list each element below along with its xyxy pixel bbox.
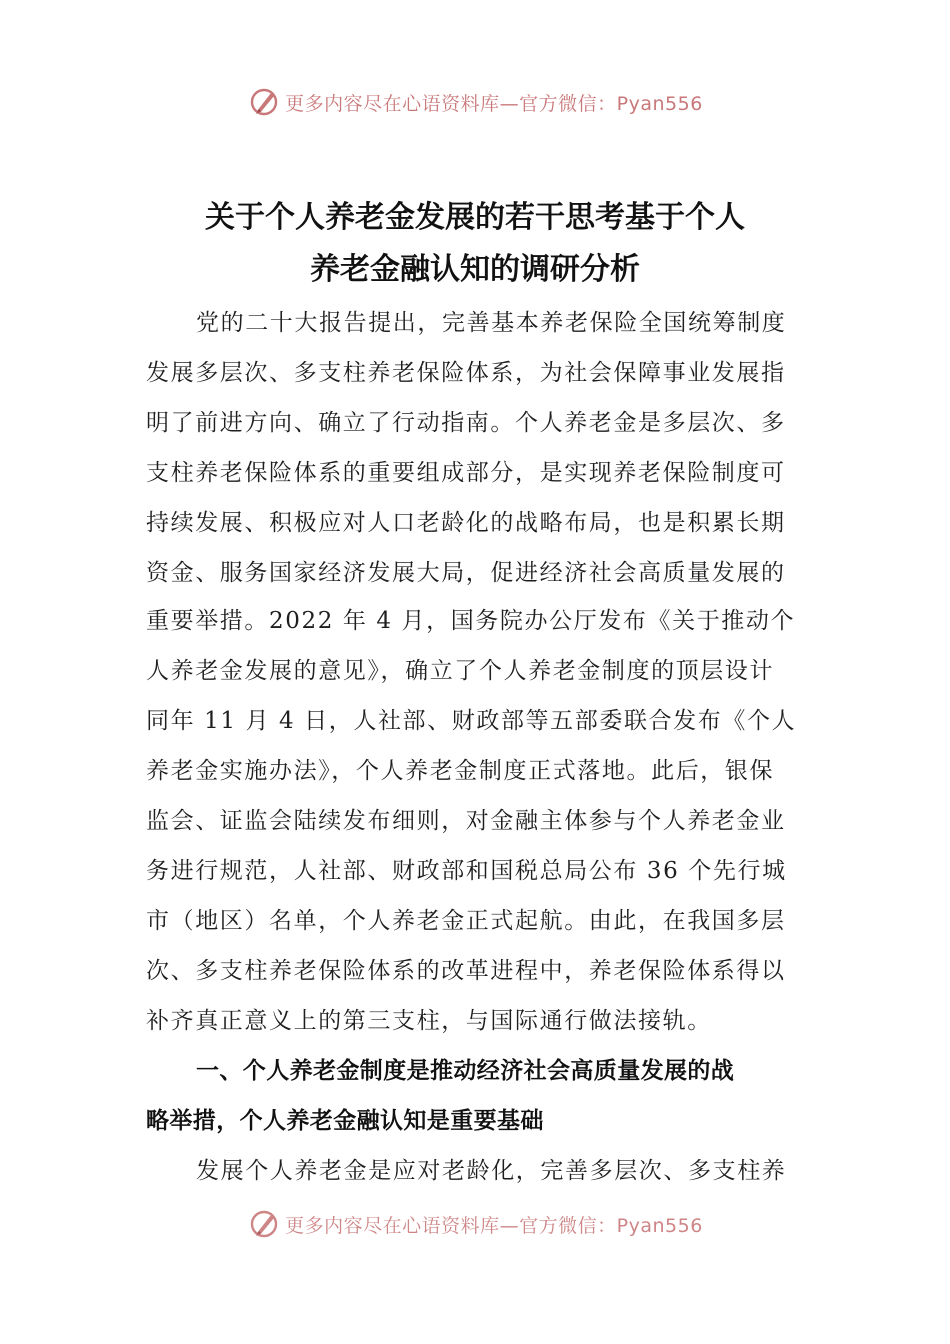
paragraph-1-line-7: 重要举措。2022 年 4 月，国务院办公厅发布《关于推动个 <box>146 608 796 634</box>
section-1-heading-line-2: 略举措，个人养老金融认知是重要基础 <box>146 1108 544 1134</box>
paragraph-1-line-11: 监会、证监会陆续发布细则，对金融主体参与个人养老金业 <box>146 808 786 834</box>
title-line-1: 关于个人养老金发展的若干思考基于个人 <box>205 200 745 235</box>
paragraph-1-line-12: 务进行规范，人社部、财政部和国税总局公布 36 个先行城 <box>146 858 787 884</box>
pen-logo-icon <box>247 1207 281 1241</box>
paragraph-1-line-2: 发展多层次、多支柱养老保险体系，为社会保障事业发展指 <box>146 360 786 386</box>
section-1-paragraph-line-1: 发展个人养老金是应对老龄化，完善多层次、多支柱养 <box>196 1158 787 1184</box>
paragraph-1-line-10: 养老金实施办法》，个人养老金制度正式落地。此后，银保 <box>146 758 775 784</box>
footer-watermark <box>0 1204 950 1244</box>
pen-logo-icon <box>247 85 281 119</box>
paragraph-1-line-9: 同年 11 月 4 日，人社部、财政部等五部委联合发布《个人 <box>146 708 797 734</box>
paragraph-1-line-13: 市（地区）名单，个人养老金正式起航。由此，在我国多层 <box>146 908 786 934</box>
watermark-text: 更多内容尽在心语资料库—官方微信：Pyan556 <box>285 1214 703 1237</box>
document-title <box>140 192 810 296</box>
paragraph-1-line-5: 持续发展、积极应对人口老龄化的战略布局，也是积累长期 <box>146 510 786 536</box>
paragraph-1-line-3: 明了前进方向、确立了行动指南。个人养老金是多层次、多 <box>146 410 786 436</box>
paragraph-1-line-14: 次、多支柱养老保险体系的改革进程中，养老保险体系得以 <box>146 958 786 984</box>
paragraph-1-line-8: 人养老金发展的意见》，确立了个人养老金制度的顶层设计 <box>146 658 775 684</box>
paragraph-1-line-15: 补齐真正意义上的第三支柱，与国际通行做法接轨。 <box>146 1008 712 1034</box>
watermark-text: 更多内容尽在心语资料库—官方微信：Pyan556 <box>285 92 703 115</box>
paragraph-1-line-4: 支柱养老保险体系的重要组成部分，是实现养老保险制度可 <box>146 460 786 486</box>
title-line-2: 养老金融认知的调研分析 <box>310 252 640 287</box>
header-watermark <box>0 82 950 122</box>
section-1-heading-line-1: 一、个人养老金制度是推动经济社会高质量发展的战 <box>196 1058 735 1084</box>
paragraph-1-line-1: 党的二十大报告提出，完善基本养老保险全国统筹制度 <box>196 310 787 336</box>
paragraph-1-line-6: 资金、服务国家经济发展大局，促进经济社会高质量发展的 <box>146 560 786 586</box>
